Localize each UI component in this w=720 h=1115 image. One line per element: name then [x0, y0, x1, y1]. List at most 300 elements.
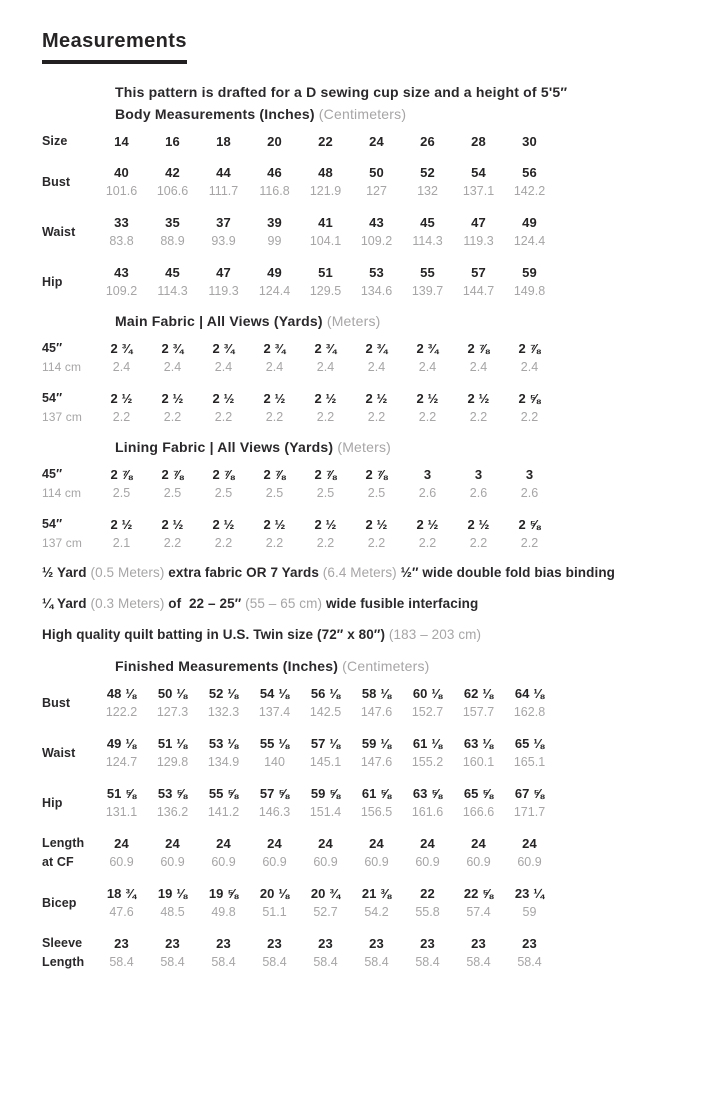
imperial-value: 63 ⅝ — [412, 786, 443, 801]
note-fusible-interfacing — [42, 596, 702, 611]
metric-value: 131.1 — [105, 805, 138, 819]
metric-value: 146.3 — [258, 805, 291, 819]
imperial-value: 2 ¾ — [365, 341, 388, 356]
measurement-cell — [453, 734, 504, 772]
metric-value: 2.4 — [265, 360, 284, 374]
metric-text-segment: (Meters) — [326, 313, 381, 329]
metric-value: 48.5 — [160, 905, 185, 919]
metric-value: 58.4 — [415, 955, 440, 969]
row-label-line: Size — [42, 134, 68, 148]
metric-value: 2.5 — [367, 486, 386, 500]
metric-value: 129.8 — [156, 755, 189, 769]
measurement-cell — [300, 834, 351, 872]
metric-value: 2.2 — [367, 536, 386, 550]
measurement-cell — [198, 515, 249, 553]
metric-value: 116.8 — [259, 184, 290, 198]
measurement-cell — [402, 934, 453, 972]
imperial-value: 28 — [471, 134, 486, 149]
measurement-cell — [453, 784, 504, 822]
metric-value: 156.5 — [360, 805, 393, 819]
row-label-line: Waist — [42, 745, 76, 760]
row-label — [42, 934, 96, 972]
imperial-value: 65 ⅝ — [463, 786, 494, 801]
measurement-cell — [96, 934, 147, 972]
table-row — [42, 884, 702, 922]
measurement-cell — [147, 213, 198, 251]
measurement-cell — [96, 132, 147, 151]
page-title: Measurements — [42, 30, 187, 64]
imperial-value: 59 ⅝ — [310, 786, 341, 801]
row-label-line: Sleeve — [42, 936, 83, 950]
metric-value: 58.4 — [211, 955, 236, 969]
text-segment: Main Fabric | All Views (Yards) — [115, 313, 327, 329]
metric-value: 109.2 — [105, 284, 138, 298]
metric-value: 55.8 — [415, 905, 440, 919]
metric-value: 144.7 — [462, 284, 495, 298]
metric-value: 134.9 — [207, 755, 240, 769]
row-label-line: 137 cm — [42, 536, 82, 550]
imperial-value: 19 ⅝ — [208, 886, 239, 901]
imperial-value: 23 — [216, 936, 231, 951]
metric-value: 145.1 — [309, 755, 342, 769]
measurement-cell — [198, 132, 249, 151]
metric-value: 88.9 — [160, 234, 185, 248]
measurement-cell — [351, 339, 402, 377]
metric-value: 2.2 — [316, 536, 335, 550]
measurement-cell — [351, 163, 402, 201]
metric-text-segment: (0.5 Meters) — [90, 565, 165, 580]
measurement-cell — [453, 934, 504, 972]
measurement-cell — [96, 465, 147, 503]
table-row — [42, 684, 702, 722]
note-bias-binding — [42, 565, 702, 580]
metric-value: 147.6 — [360, 705, 393, 719]
text-segment: extra fabric OR 7 Yards — [164, 565, 323, 580]
imperial-value: 2 ½ — [467, 391, 490, 406]
measurement-cell — [351, 263, 402, 301]
imperial-value: 58 ⅛ — [361, 686, 392, 701]
imperial-value: 55 — [420, 265, 435, 280]
imperial-value: 61 ⅛ — [412, 736, 443, 751]
imperial-value: 21 ⅜ — [361, 886, 392, 901]
metric-text-segment: (Centimeters) — [342, 658, 430, 674]
intro-text: This pattern is drafted for a D sewing cup size and a height of 5'5″ — [115, 84, 568, 100]
finished-measurements-table — [42, 684, 702, 972]
metric-value: 2.2 — [520, 536, 539, 550]
imperial-value: 2 ½ — [416, 391, 439, 406]
metric-value: 58.4 — [364, 955, 389, 969]
table-row — [42, 784, 702, 822]
lining-fabric-heading — [115, 439, 702, 455]
measurement-cell — [351, 784, 402, 822]
metric-value: 2.4 — [469, 360, 488, 374]
yardage-notes — [42, 565, 702, 642]
measurement-cell — [300, 163, 351, 201]
measurement-cell — [402, 884, 453, 922]
imperial-value: 23 — [165, 936, 180, 951]
metric-value: 2.2 — [112, 410, 131, 424]
body-measurements-table — [42, 132, 702, 301]
table-row — [42, 934, 702, 972]
measurement-cell — [504, 263, 555, 301]
imperial-value: 54 — [471, 165, 486, 180]
imperial-value: 2 ⅞ — [161, 467, 184, 482]
imperial-value: 47 — [471, 215, 486, 230]
metric-value: 101.6 — [105, 184, 138, 198]
measurement-cell — [96, 684, 147, 722]
measurement-cell — [402, 132, 453, 151]
text-segment: ½″ wide double fold bias binding — [396, 565, 616, 580]
metric-value: 99 — [267, 234, 282, 248]
imperial-value: 2 ⅞ — [518, 341, 541, 356]
measurement-cell — [96, 734, 147, 772]
table-row — [42, 465, 702, 503]
measurement-cell — [249, 515, 300, 553]
metric-value: 114.3 — [157, 284, 188, 298]
imperial-value: 48 — [318, 165, 333, 180]
metric-value: 140 — [264, 755, 285, 769]
table-row — [42, 515, 702, 553]
row-label-line: at CF — [42, 855, 74, 869]
measurement-cell — [147, 389, 198, 427]
imperial-value: 2 ⅞ — [110, 467, 133, 482]
metric-value: 2.4 — [163, 360, 182, 374]
metric-value: 124.4 — [513, 234, 546, 248]
measurement-cell — [504, 934, 555, 972]
table-row — [42, 734, 702, 772]
measurement-cell — [249, 163, 300, 201]
measurement-cell — [147, 784, 198, 822]
imperial-value: 3 — [423, 467, 432, 482]
imperial-value: 20 ⅛ — [259, 886, 290, 901]
imperial-value: 53 ⅝ — [157, 786, 188, 801]
metric-value: 60.9 — [364, 855, 389, 869]
text-segment: ¼ Yard — [42, 596, 91, 611]
row-label-line: 137 cm — [42, 410, 82, 424]
row-label — [42, 794, 96, 813]
metric-value: 137.1 — [462, 184, 495, 198]
measurement-cell — [198, 884, 249, 922]
imperial-value: 24 — [216, 836, 231, 851]
imperial-value: 55 ⅝ — [208, 786, 239, 801]
imperial-value: 22 — [420, 886, 435, 901]
measurement-cell — [504, 515, 555, 553]
metric-value: 2.2 — [418, 536, 437, 550]
metric-value: 52.7 — [313, 905, 338, 919]
imperial-value: 46 — [267, 165, 282, 180]
metric-value: 58.4 — [466, 955, 491, 969]
imperial-value: 2 ¾ — [161, 341, 184, 356]
measurement-cell — [300, 884, 351, 922]
metric-value: 2.2 — [469, 410, 488, 424]
measurement-cell — [351, 132, 402, 151]
metric-value: 124.4 — [258, 284, 291, 298]
metric-value: 121.9 — [309, 184, 342, 198]
text-segment: High quality quilt batting in U.S. Twin size (72″ x 80″) — [42, 627, 389, 642]
table-row — [42, 132, 702, 151]
measurement-cell — [198, 684, 249, 722]
measurement-cell — [249, 132, 300, 151]
imperial-value: 2 ½ — [161, 517, 184, 532]
metric-value: 2.5 — [214, 486, 233, 500]
metric-value: 49.8 — [211, 905, 236, 919]
imperial-value: 23 — [420, 936, 435, 951]
measurement-cell — [453, 213, 504, 251]
row-label — [42, 173, 96, 192]
metric-value: 136.2 — [156, 805, 189, 819]
imperial-value: 24 — [522, 836, 537, 851]
metric-value: 155.2 — [411, 755, 444, 769]
measurement-cell — [249, 213, 300, 251]
row-label-line: 114 cm — [42, 360, 82, 374]
imperial-value: 47 — [216, 265, 231, 280]
metric-value: 137.4 — [258, 705, 291, 719]
metric-value: 2.6 — [469, 486, 488, 500]
measurement-cell — [147, 465, 198, 503]
imperial-value: 24 — [165, 836, 180, 851]
metric-value: 2.1 — [112, 536, 131, 550]
finished-measurements-heading — [115, 658, 702, 674]
measurement-cell — [147, 132, 198, 151]
metric-value: 129.5 — [309, 284, 342, 298]
metric-value: 60.9 — [466, 855, 491, 869]
metric-text-segment: (183 – 203 cm) — [388, 627, 482, 642]
metric-value: 162.8 — [513, 705, 546, 719]
measurement-cell — [249, 263, 300, 301]
row-label — [42, 132, 96, 151]
metric-value: 60.9 — [415, 855, 440, 869]
metric-value: 161.6 — [411, 805, 444, 819]
imperial-value: 49 — [267, 265, 282, 280]
imperial-value: 2 ½ — [110, 517, 133, 532]
imperial-value: 19 ⅛ — [157, 886, 188, 901]
measurement-cell — [453, 884, 504, 922]
imperial-value: 57 — [471, 265, 486, 280]
imperial-value: 2 ½ — [263, 517, 286, 532]
note-quilt-batting — [42, 627, 702, 642]
measurement-cell — [198, 784, 249, 822]
metric-value: 127.3 — [156, 705, 189, 719]
metric-value: 60.9 — [109, 855, 134, 869]
metric-value: 2.4 — [520, 360, 539, 374]
imperial-value: 2 ⅝ — [518, 391, 541, 406]
imperial-value: 18 — [216, 134, 231, 149]
metric-value: 2.2 — [265, 536, 284, 550]
metric-text-segment: (Meters) — [337, 439, 392, 455]
imperial-value: 2 ⅝ — [518, 517, 541, 532]
measurement-cell — [351, 465, 402, 503]
imperial-value: 20 — [267, 134, 282, 149]
imperial-value: 23 — [114, 936, 129, 951]
row-label — [42, 694, 96, 713]
measurement-cell — [96, 389, 147, 427]
row-label-line: Hip — [42, 274, 63, 289]
measurement-cell — [96, 339, 147, 377]
measurement-cell — [453, 263, 504, 301]
imperial-value: 24 — [369, 836, 384, 851]
measurement-cell — [96, 784, 147, 822]
imperial-value: 2 ½ — [212, 391, 235, 406]
imperial-value: 2 ½ — [161, 391, 184, 406]
metric-value: 2.2 — [469, 536, 488, 550]
imperial-value: 24 — [369, 134, 384, 149]
metric-value: 2.2 — [265, 410, 284, 424]
metric-value: 2.5 — [112, 486, 131, 500]
metric-value: 60.9 — [160, 855, 185, 869]
measurement-cell — [402, 684, 453, 722]
measurement-cell — [249, 389, 300, 427]
measurement-cell — [96, 884, 147, 922]
imperial-value: 44 — [216, 165, 231, 180]
metric-value: 141.2 — [207, 805, 240, 819]
measurement-cell — [504, 684, 555, 722]
measurement-cell — [300, 515, 351, 553]
text-segment: Finished Measurements (Inches) — [115, 658, 343, 674]
imperial-value: 2 ½ — [314, 391, 337, 406]
imperial-value: 20 ¾ — [310, 886, 341, 901]
measurement-cell — [300, 465, 351, 503]
measurement-cell — [402, 465, 453, 503]
row-label-line: Bust — [42, 174, 71, 189]
measurement-cell — [147, 834, 198, 872]
imperial-value: 40 — [114, 165, 129, 180]
measurement-cell — [504, 213, 555, 251]
measurement-cell — [249, 339, 300, 377]
imperial-value: 23 — [318, 936, 333, 951]
metric-text-segment: (Centimeters) — [318, 106, 407, 122]
imperial-value: 51 ⅝ — [106, 786, 137, 801]
metric-value: 54.2 — [364, 905, 389, 919]
measurement-cell — [96, 834, 147, 872]
table-row — [42, 163, 702, 201]
metric-value: 152.7 — [411, 705, 444, 719]
imperial-value: 50 ⅛ — [157, 686, 188, 701]
measurement-cell — [198, 734, 249, 772]
measurement-cell — [300, 263, 351, 301]
imperial-value: 45 — [420, 215, 435, 230]
metric-value: 142.5 — [309, 705, 342, 719]
metric-value: 2.5 — [163, 486, 182, 500]
measurement-cell — [249, 734, 300, 772]
metric-value: 119.3 — [463, 234, 494, 248]
measurement-cell — [351, 934, 402, 972]
metric-value: 60.9 — [262, 855, 287, 869]
imperial-value: 51 — [318, 265, 333, 280]
measurement-cell — [300, 213, 351, 251]
metric-value: 2.4 — [316, 360, 335, 374]
imperial-value: 26 — [420, 134, 435, 149]
text-segment: wide fusible interfacing — [322, 596, 479, 611]
measurement-cell — [402, 213, 453, 251]
imperial-value: 3 — [525, 467, 534, 482]
metric-text-segment: (0.3 Meters) — [90, 596, 165, 611]
imperial-value: 50 — [369, 165, 384, 180]
metric-value: 59 — [522, 905, 537, 919]
text-segment: Lining Fabric | All Views (Yards) — [115, 439, 338, 455]
metric-value: 139.7 — [411, 284, 444, 298]
imperial-value: 24 — [267, 836, 282, 851]
imperial-value: 52 — [420, 165, 435, 180]
imperial-value: 33 — [114, 215, 129, 230]
main-fabric-table — [42, 339, 702, 427]
imperial-value: 14 — [114, 134, 129, 149]
imperial-value: 45 — [165, 265, 180, 280]
measurement-cell — [198, 213, 249, 251]
measurement-cell — [351, 834, 402, 872]
measurement-cell — [453, 339, 504, 377]
measurement-cell — [249, 934, 300, 972]
table-row — [42, 339, 702, 377]
metric-value: 142.2 — [513, 184, 546, 198]
measurement-cell — [147, 339, 198, 377]
imperial-value: 2 ¾ — [314, 341, 337, 356]
row-label-line: 54″ — [42, 391, 63, 405]
row-label — [42, 515, 96, 553]
measurement-cell — [300, 339, 351, 377]
measurement-cell — [453, 465, 504, 503]
metric-value: 132.3 — [207, 705, 240, 719]
measurement-cell — [96, 263, 147, 301]
metric-value: 149.8 — [513, 284, 546, 298]
metric-value: 58.4 — [517, 955, 542, 969]
imperial-value: 18 ¾ — [106, 886, 137, 901]
metric-value: 2.2 — [418, 410, 437, 424]
imperial-value: 51 ⅛ — [157, 736, 188, 751]
measurement-cell — [249, 465, 300, 503]
table-row — [42, 213, 702, 251]
metric-value: 124.7 — [105, 755, 138, 769]
metric-value: 104.1 — [309, 234, 342, 248]
imperial-value: 22 ⅝ — [463, 886, 494, 901]
table-row — [42, 263, 702, 301]
metric-value: 2.2 — [316, 410, 335, 424]
measurement-cell — [198, 389, 249, 427]
metric-value: 109.2 — [360, 234, 393, 248]
imperial-value: 2 ½ — [263, 391, 286, 406]
imperial-value: 60 ⅛ — [412, 686, 443, 701]
imperial-value: 57 ⅛ — [310, 736, 341, 751]
imperial-value: 2 ¾ — [212, 341, 235, 356]
imperial-value: 65 ⅛ — [514, 736, 545, 751]
measurement-cell — [402, 515, 453, 553]
imperial-value: 16 — [165, 134, 180, 149]
text-segment: of 22 – 25″ — [164, 596, 246, 611]
metric-value: 51.1 — [262, 905, 287, 919]
measurement-cell — [453, 389, 504, 427]
measurement-cell — [453, 163, 504, 201]
measurement-cell — [504, 784, 555, 822]
metric-value: 2.2 — [367, 410, 386, 424]
metric-value: 2.2 — [163, 410, 182, 424]
measurement-cell — [351, 515, 402, 553]
imperial-value: 43 — [369, 215, 384, 230]
metric-value: 122.2 — [105, 705, 138, 719]
metric-value: 57.4 — [466, 905, 491, 919]
metric-text-segment: (55 – 65 cm) — [245, 596, 323, 611]
table-row — [42, 834, 702, 872]
measurement-cell — [402, 339, 453, 377]
metric-value: 114.3 — [412, 234, 443, 248]
imperial-value: 3 — [474, 467, 483, 482]
measurement-cell — [453, 515, 504, 553]
metric-value: 58.4 — [109, 955, 134, 969]
metric-value: 160.1 — [462, 755, 495, 769]
metric-value: 2.2 — [214, 536, 233, 550]
metric-value: 2.6 — [418, 486, 437, 500]
metric-value: 58.4 — [262, 955, 287, 969]
measurement-cell — [453, 834, 504, 872]
row-label — [42, 894, 96, 913]
